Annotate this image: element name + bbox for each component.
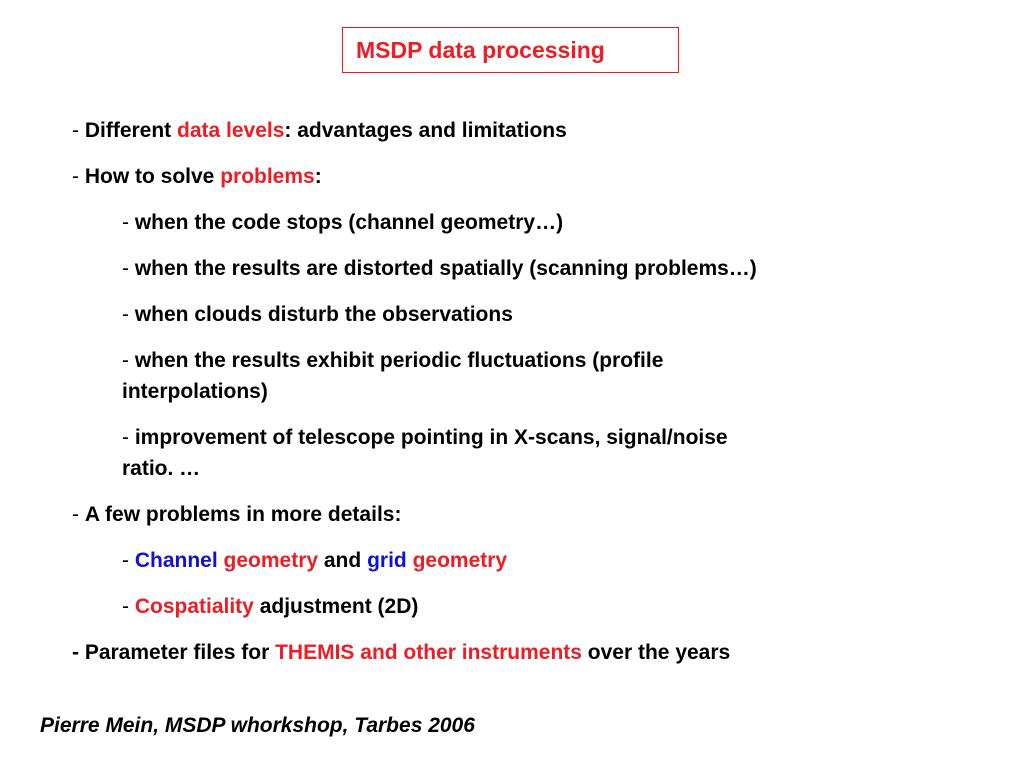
- bullet-dash: -: [72, 119, 85, 142]
- bullet-text: interpolations): [122, 380, 268, 403]
- bullet-data-levels: [72, 116, 567, 146]
- bullet-text: when the results are distorted spatially (scanning problems…): [134, 257, 757, 280]
- bullet-dash: -: [122, 257, 135, 280]
- bullet-text: :: [314, 165, 322, 188]
- subbullet-cospatiality: [122, 592, 418, 622]
- highlight-channel: Channel: [134, 549, 218, 572]
- highlight-geometry: geometry: [223, 549, 319, 572]
- subbullet-clouds: [122, 300, 513, 330]
- highlight-grid: grid: [367, 549, 407, 572]
- highlight-cospatiality: Cospatiality: [134, 595, 254, 618]
- subbullet-distorted-spatially: [122, 254, 757, 284]
- bullet-dash: -: [122, 349, 135, 372]
- footer-credit: Pierre Mein, MSDP whorkshop, Tarbes 2006: [40, 714, 475, 737]
- bullet-dash: -: [72, 165, 85, 188]
- bullet-dash: -: [122, 426, 135, 449]
- highlight-geometry: geometry: [412, 549, 508, 572]
- highlight-themis: THEMIS and other instruments: [275, 641, 582, 664]
- bullet-text: adjustment (2D): [253, 595, 419, 618]
- bullet-text: A few problems in more details:: [84, 503, 402, 526]
- bullet-text: over the years: [581, 641, 731, 664]
- bullet-text: when clouds disturb the observations: [134, 303, 513, 326]
- subbullet-telescope-pointing: [122, 423, 728, 453]
- bullet-text: ratio. …: [122, 457, 201, 480]
- bullet-dash: -: [122, 595, 135, 618]
- subbullet-periodic-fluctuations: [122, 346, 663, 376]
- bullet-text: How to solve: [84, 165, 221, 188]
- bullet-text: : advantages and limitations: [284, 119, 567, 142]
- highlight-problems: problems: [220, 165, 315, 188]
- bullet-parameter-files: [72, 638, 730, 668]
- subbullet-channel-grid-geometry: [122, 546, 507, 576]
- bullet-text: improvement of telescope pointing in X-scans, signal/noise: [134, 426, 728, 449]
- subbullet-code-stops: [122, 208, 563, 238]
- bullet-text: and: [318, 549, 368, 572]
- bullet-text: when the results exhibit periodic fluctuations (profile: [134, 349, 664, 372]
- bullet-text: Different: [84, 119, 178, 142]
- bullet-dash: -: [122, 303, 135, 326]
- subbullet-periodic-fluctuations-cont: [122, 377, 268, 407]
- bullet-text: when the code stops (channel geometry…): [134, 211, 564, 234]
- slide-title: MSDP data processing: [356, 37, 605, 63]
- bullet-dash: -: [122, 549, 135, 572]
- subbullet-telescope-pointing-cont: [122, 454, 200, 484]
- bullet-few-problems: [72, 500, 401, 530]
- bullet-text: - Parameter files for: [72, 641, 276, 664]
- bullet-dash: -: [122, 211, 135, 234]
- bullet-how-to-solve: [72, 162, 322, 192]
- bullet-dash: -: [72, 503, 85, 526]
- title-box: [342, 27, 679, 73]
- highlight-data-levels: data levels: [177, 119, 285, 142]
